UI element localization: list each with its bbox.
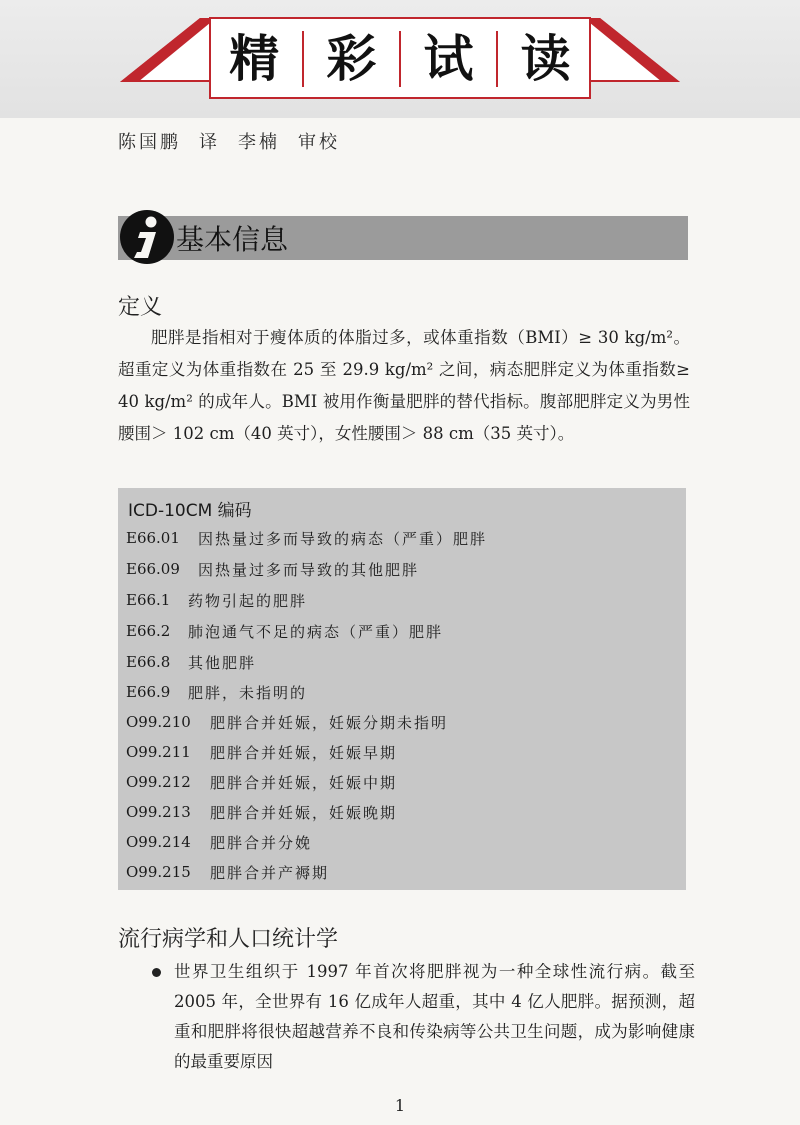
info-icon (118, 208, 176, 266)
icd-description: 肥胖合并分娩 (210, 833, 313, 852)
icd-code: E66.2 (126, 622, 171, 640)
banner-title (218, 18, 582, 100)
icd-code: O99.215 (126, 863, 191, 881)
icd-code: E66.8 (126, 653, 171, 671)
icd-description: 其他肥胖 (188, 653, 257, 672)
icd-code: O99.211 (126, 743, 191, 761)
icd-description: 肥胖合并产褥期 (210, 863, 330, 882)
credits-line (118, 128, 358, 154)
icd-description: 肥胖，未指明的 (188, 683, 308, 702)
definition-heading: 定义 (118, 295, 163, 320)
icd-row (126, 617, 443, 645)
definition-paragraph (118, 322, 690, 450)
banner-separator (302, 31, 304, 87)
translator-name: 陈国鹏 (118, 132, 181, 153)
icd-row (126, 555, 419, 583)
icd-code: E66.01 (126, 529, 180, 547)
icd-code: O99.214 (126, 833, 191, 851)
icd-row (126, 648, 256, 676)
section-title: 基本信息 (176, 223, 289, 256)
translate-role: 译 (199, 132, 220, 153)
definition-text: 肥胖是指相对于瘦体质的体脂过多，或体重指数（BMI）≥ 30 kg/m²。超重定义为体重指数在 25 至 29.9 kg/m² 之间，病态肥胖定义为体重指数≥ 40 kg/m² 的成年人。BMI 被用作衡量肥胖的替代指标。腹部肥胖定义为男性腰围＞ 102 cm（40 英寸），女性腰围＞ 88 cm（35 英寸）。 (118, 328, 690, 443)
bullet-text: 世界卫生组织于 1997 年首次将肥胖视为一种全球性流行病。截至 2005 年，全世界有 16 亿成年人超重，其中 4 亿人肥胖。据预测，超重和肥胖将很快超越营养不良和传染病等公共卫生问题，成为影响健康的最重要原因 (174, 962, 695, 1071)
banner-separator (399, 31, 401, 87)
reviewer-name: 李楠 (238, 132, 280, 153)
icd-code: E66.1 (126, 591, 171, 609)
icd-row (126, 828, 312, 856)
icd-description: 肥胖合并妊娠，妊娠中期 (210, 773, 398, 792)
icd-row (126, 708, 448, 736)
icd-row (126, 768, 397, 796)
icd-description: 因热量过多而导致的病态（严重）肥胖 (198, 529, 488, 548)
icd-description: 肥胖合并妊娠，妊娠晚期 (210, 803, 398, 822)
icd-row (126, 586, 307, 614)
icd-code: O99.210 (126, 713, 191, 731)
icd-row (126, 858, 329, 886)
review-role: 审校 (298, 132, 340, 153)
icd-description: 肥胖合并妊娠，妊娠分期未指明 (210, 713, 449, 732)
icd-description: 肺泡通气不足的病态（严重）肥胖 (188, 622, 444, 641)
banner-char-4: 读 (520, 30, 571, 88)
banner-char-2: 彩 (326, 30, 377, 88)
banner-char-1: 精 (229, 30, 280, 88)
icd-code: E66.09 (126, 560, 180, 578)
icd-row (126, 798, 397, 826)
icd-description: 肥胖合并妊娠，妊娠早期 (210, 743, 398, 762)
icd-title: ICD-10CM 编码 (128, 501, 252, 521)
banner-separator (496, 31, 498, 87)
icd-row (126, 738, 397, 766)
epidemiology-bullet (150, 957, 695, 1077)
icd-code: O99.212 (126, 773, 191, 791)
icd-description: 因热量过多而导致的其他肥胖 (198, 560, 420, 579)
icd-description: 药物引起的肥胖 (188, 591, 308, 610)
icd-row (126, 678, 307, 706)
icd-code: E66.9 (126, 683, 171, 701)
page-number: 1 (394, 1096, 406, 1115)
icd-row (126, 524, 487, 552)
icd-code: O99.213 (126, 803, 191, 821)
epidemiology-heading: 流行病学和人口统计学 (118, 927, 339, 952)
banner-char-3: 试 (423, 30, 474, 88)
